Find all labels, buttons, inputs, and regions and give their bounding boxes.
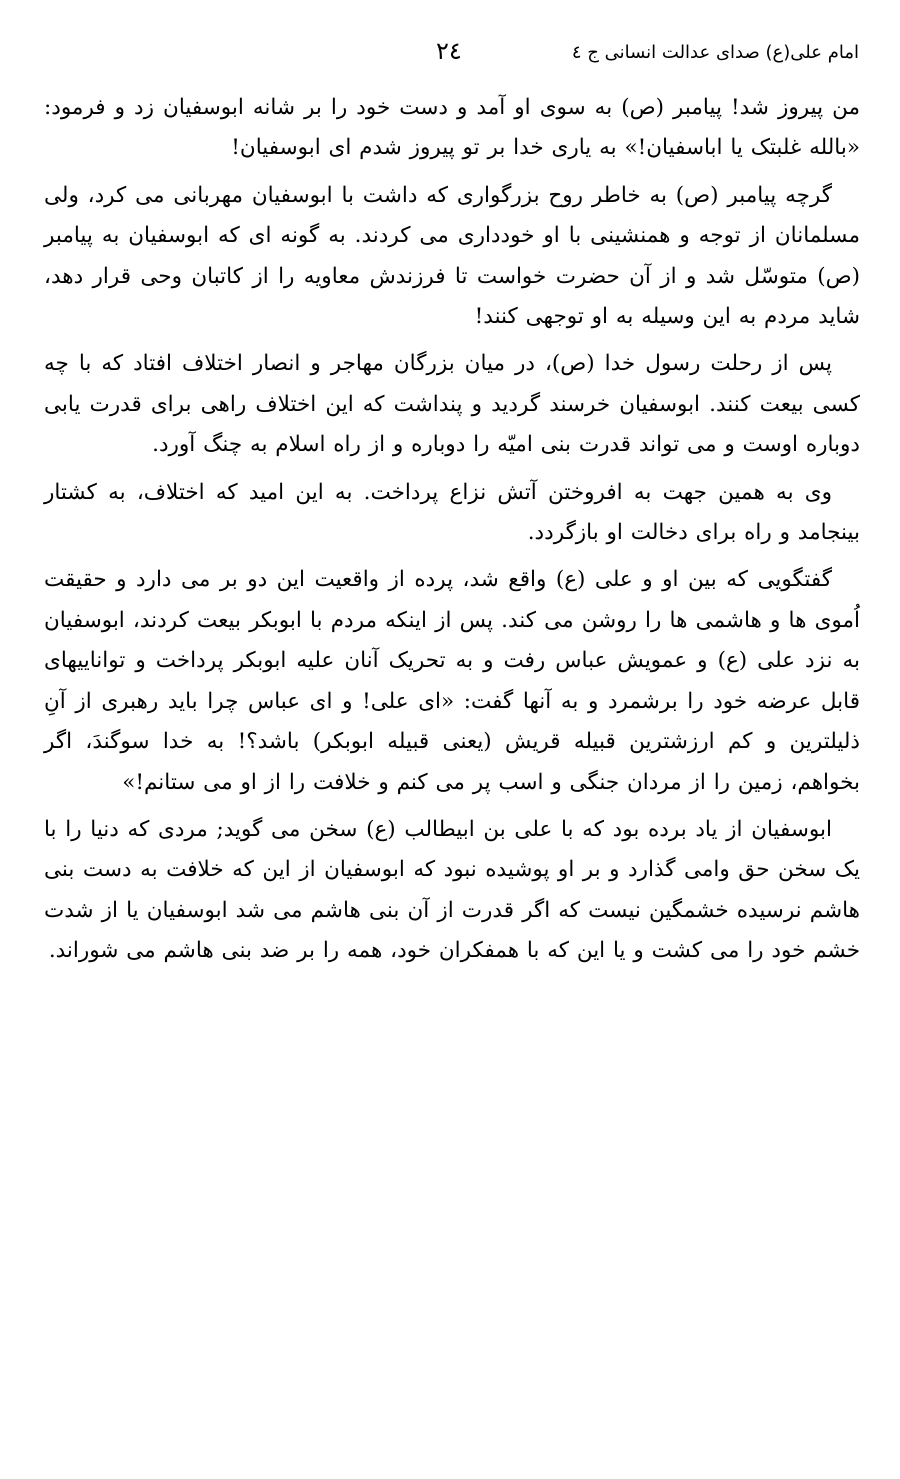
- paragraph-2: گرچه پیامبر (ص) به خاطر روح بزرگواری که داشت با ابوسفیان مهربانی می کرد، ولی مسلمانان از توجه و همنشینی با او خودداری می کردند. به گونه ای که ابوسفیان به پیامبر (ص) متوسّل شد و از آن حضرت خواست تا فرزندش معاویه را از کاتبان وحی قرار دهد، شاید مردم به این وسیله به او توجهی کنند!: [44, 182, 860, 330]
- paragraph-5: گفتگویی که بین او و علی (ع) واقع شد، پرده از واقعیت این دو بر می دارد و حقیقت اُموی ها و هاشمی ها را روشن می کند. پس از اینکه مردم با ابوبکر بیعت کردند، ابوسفیان به نزد علی (ع) و عمویش عباس رفت و به تحریک آنان علیه ابوبکر پرداخت و تواناییهای قابل عرضه خود را برشمرد و به آنها گفت: «ای علی! و ای عباس چرا باید رهبری از آنِ ذلیلترین و کم ارزشترین قبیله قریش (یعنی قبیله ابوبکر) باشد؟! به خدا سوگندَ، اگر بخواهم، زمین را از مردان جنگی و اسب پر می کنم و خلافت را از او می ستانم!»: [44, 567, 860, 795]
- body-text: [44, 88, 860, 979]
- paragraph-6: ابوسفیان از یاد برده بود که با علی بن ابیطالب (ع) سخن می گوید; مردی که دنیا را با یک سخن حق وامی گذارد و بر او پوشیده نبود که ابوسفیان از این که خلافت به دست بنی هاشم نرسیده خشمگین نیست که اگر قدرت از آن بنی هاشم می شد ابوسفیان یا از شدت خشم خود را می کشت و یا این که با همفکران خود، همه را بر ضد بنی هاشم می شوراند.: [44, 816, 860, 964]
- paragraph-4: وی به همین جهت به افروختن آتش نزاع پرداخت. به این امید که اختلاف، به کشتار بینجامد و راه برای دخالت او بازگردد.: [44, 479, 860, 546]
- page-header: [44, 36, 859, 70]
- paragraph-3: پس از رحلت رسول خدا (ص)، در میان بزرگان مهاجر و انصار اختلاف افتاد که با چه کسی بیعت کنند. ابوسفیان خرسند گردید و پنداشت که این اختلاف راهی برای قدرت یابی دوباره اوست و می تواند قدرت بنی امیّه را دوباره و از راه اسلام به چنگ آورد.: [44, 351, 860, 458]
- running-title: امام علی(ع) صدای عدالت انسانی ج ٤: [571, 42, 859, 63]
- page-number: ٢٤: [436, 37, 462, 65]
- paragraph-1: من پیروز شد! پیامبر (ص) به سوی او آمد و دست خود را بر شانه ابوسفیان زد و فرمود: «بالله غلبتک یا اباسفیان!» به یاری خدا بر تو پیروز شدم ای ابوسفیان!: [44, 95, 860, 161]
